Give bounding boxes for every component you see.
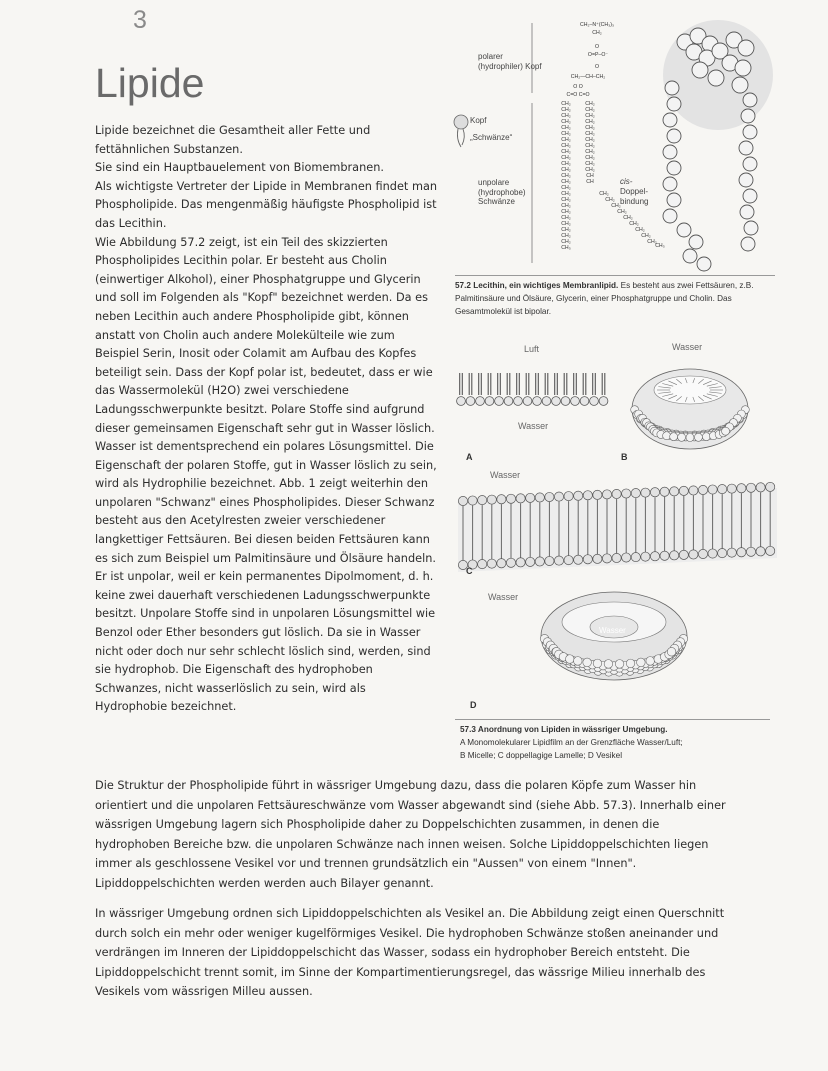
lipid-head <box>478 496 487 505</box>
chain-left <box>560 101 572 251</box>
lipid-head <box>698 485 707 494</box>
chem-ch2: CH₂ <box>561 233 571 239</box>
lipid-head <box>504 397 513 406</box>
chain-right <box>584 101 596 185</box>
chem-ch2: CH₂ <box>585 101 595 107</box>
lipid-head <box>514 397 523 406</box>
lipid-head <box>612 553 621 562</box>
chem-ch2: CH₂ <box>561 119 571 125</box>
lipid-head <box>574 555 583 564</box>
chem-ch2: CH₂ <box>617 209 627 215</box>
lipid-head <box>737 548 746 557</box>
lipid-head <box>766 546 775 555</box>
chem-ch2: CH₂ <box>561 131 571 137</box>
lipid-head <box>526 493 535 502</box>
lipid-head <box>622 489 631 498</box>
page-number: 3 <box>133 6 147 34</box>
lipid-head <box>506 558 515 567</box>
chem-ch2: CH₂ <box>561 215 571 221</box>
lipid-head <box>565 655 574 664</box>
micelle-diagram <box>628 355 753 453</box>
letter-b: B <box>621 452 628 462</box>
lipid-head <box>458 496 467 505</box>
lipid-head <box>516 494 525 503</box>
label-luft: Luft <box>524 344 540 354</box>
chem-glycerin: CH₂—CH–CH₂ <box>570 74 606 80</box>
lipid-head <box>746 483 755 492</box>
paragraph: Wie Abbildung 57.2 zeigt, ist ein Teil des skizzierten Phospholipides Lecithin polar. Er besteht aus Cholin (einwertiger Alkohol), einer Phosphatgruppe und Glycerin und soll im Folgenden als "Kopf" bezeichnet werden. Da es neben Lecithin auch andere Phospholipide gibt, können anstatt von Cholin auch andere Molekülteile wie zum Beispiel Serin, Inosit oder Colamit am Aufbau des Kopfes beteiligt sein. Dass der Kopf polar ist, bedeutet, dass er wie das Wassermolekül (H2O) zwei verschiedene Ladungsschwerpunkte besitzt. Polare Stoffe sind aufgrund dieser gemeinsamen Eigenschaft sehr gut in Wasser löslich. Wasser ist dementsprechend ein polares Lösungsmittel. Die Eigenschaft der polaren Stoffe, gut in Wasser löslich zu sein, wird als Hydrophilie bezeichnet. Abb. 1 zeigt weiterhin den unpolaren "Schwanz" eines Phospholipides. Dieser Schwanz besteht aus den Acetylresten zweier verschiedener langkettiger Fettsäuren. Bei diesen beiden Fettsäuren kann es sich zum Beispiel um Palmitinsäure und Ölsäure handeln. Er ist unpolar, weil er kein permanentes Dipolmoment, d. h. keine zwei dauerhaft verschiedenen Ladungsschwerpunkte besitzt. Unpolare Stoffe sind in unpolaren Lösungsmittel wie Benzol oder Ether besonders gut löslich. Da sie in Wasser nicht oder doch nur sehr schlecht löslich sind, werden, sind sie hydrophob. Die Eigenschaft des hydrophoben Schwanzes, nicht wasserlöslich zu sein, wird als Hydrophobie bezeichnet. <box>95 235 437 714</box>
lipid-head <box>631 488 640 497</box>
chem-carbonyl: C=O C=O <box>566 92 590 98</box>
caption-57-3 <box>460 723 775 762</box>
chem-ch2: CH₂ <box>561 221 571 227</box>
chem-ch2: CH₂ <box>561 137 571 143</box>
lipid-head <box>602 554 611 563</box>
lipid-head <box>599 397 608 406</box>
lipid-head <box>574 491 583 500</box>
chem-ch2: CH₂ <box>623 215 633 221</box>
lipid-head <box>590 397 599 406</box>
lipid-head <box>641 488 650 497</box>
paragraph: Als wichtigste Vertreter der Lipide in Membranen findet man Phospholipide. Das mengenmäßig häufigste Phospholipid ist das Lecithin. <box>95 179 438 230</box>
chem-ch2: CH₂ <box>561 155 571 161</box>
chem-ch2: CH₂ <box>585 113 595 119</box>
caption-title: 57.3 Anordnung von Lipiden in wässriger Umgebung. <box>460 725 668 734</box>
vesicle-diagram <box>538 590 690 682</box>
lipid-head <box>679 550 688 559</box>
label-kopf: Kopf <box>470 116 487 125</box>
lipid-head <box>593 554 602 563</box>
lipid-head <box>526 557 535 566</box>
lipid-head <box>561 397 570 406</box>
lipid-head <box>593 659 602 668</box>
caption-title: 57.2 Lecithin, ein wichtiges Membranlipid. <box>455 281 619 290</box>
caption-rule <box>455 275 775 276</box>
chem-ch2: CH₂ <box>629 221 639 227</box>
chem-o: O <box>594 64 600 70</box>
lipid-head <box>580 397 589 406</box>
chem-ch2: CH₂ <box>561 197 571 203</box>
lipid-head <box>535 493 544 502</box>
chem-ch2: CH₂ <box>641 233 651 239</box>
label-double: Doppel- <box>620 187 649 196</box>
lipid-head <box>667 647 676 656</box>
chem-ch2: CH₂ <box>561 101 571 107</box>
chem-ch2: CH₂ <box>611 203 621 209</box>
lipid-head <box>506 494 515 503</box>
chem-ch3: CH₃ <box>561 245 571 251</box>
lipid-head <box>637 658 646 667</box>
paragraph: Lipide bezeichnet die Gesamtheit aller Fette und fettähnlichen Substanzen. <box>95 124 371 156</box>
intro-text <box>95 122 440 717</box>
lipid-head <box>457 397 466 406</box>
caption-line: B Micelle; C doppellagige Lamelle; D Vesikel <box>460 751 623 760</box>
lipid-head <box>766 482 775 491</box>
chem-ch2: CH₂ <box>561 113 571 119</box>
lipid-head <box>702 433 710 441</box>
chem-ch2: CH₂ <box>561 191 571 197</box>
label-wasser-inner: Wasser <box>599 626 626 635</box>
lipid-head <box>593 490 602 499</box>
lipid-head <box>727 484 736 493</box>
chem-ch2: CH₂ <box>585 155 595 161</box>
monolayer-diagram <box>455 365 615 415</box>
label-cis: cis- <box>620 177 633 186</box>
chem-ester-o: O O <box>573 84 583 90</box>
lipid-head <box>678 433 686 441</box>
lipid-head <box>626 659 635 668</box>
letter-a: A <box>466 452 473 462</box>
lipid-head <box>604 660 613 669</box>
lipid-head <box>631 552 640 561</box>
lipid-head <box>746 547 755 556</box>
lipid-head <box>476 397 485 406</box>
lipid-head <box>646 657 655 666</box>
chem-ch2: CH₂ <box>635 227 645 233</box>
chem-ch: CH <box>586 173 594 179</box>
lipid-head <box>650 488 659 497</box>
paragraph: Sie sind ein Hauptbauelement von Biomembranen. <box>95 161 384 175</box>
label-wasser-b: Wasser <box>672 342 703 352</box>
chem-ch2: CH₂ <box>585 131 595 137</box>
lipid-head <box>602 490 611 499</box>
lipid-head <box>535 557 544 566</box>
lipid-head <box>694 433 702 441</box>
lipid-head <box>583 555 592 564</box>
lipid-head <box>487 559 496 568</box>
lipid-head <box>718 549 727 558</box>
chem-ch2: CH₂ <box>647 239 657 245</box>
lipid-head <box>545 556 554 565</box>
lipid-head <box>466 397 475 406</box>
lipid-head <box>554 556 563 565</box>
lipid-head <box>497 495 506 504</box>
lipid-head <box>689 550 698 559</box>
bilayer-diagram <box>455 482 777 572</box>
lipid-head <box>615 660 624 669</box>
lipid-head <box>495 397 504 406</box>
lipid-head <box>564 492 573 501</box>
chem-ch2: CH₂ <box>561 161 571 167</box>
chem-ch2: CH₂ <box>561 107 571 113</box>
lipid-head <box>660 551 669 560</box>
chem-ch2: CH₂ <box>561 149 571 155</box>
chem-ch2: CH₂ <box>585 107 595 113</box>
chem-ch2: CH₂ <box>561 239 571 245</box>
lipid-head <box>708 485 717 494</box>
chem-ch2: CH₂ <box>605 197 615 203</box>
chem-ch2: CH₂ <box>561 173 571 179</box>
label-polar-head: polarer (hydrophiler) Kopf <box>478 52 542 71</box>
chem-ch2: CH₂ <box>561 227 571 233</box>
chem-ch2: CH₂ <box>585 167 595 173</box>
lipid-head <box>650 552 659 561</box>
chem-ch2: CH₂ <box>585 137 595 143</box>
label-wasser-d: Wasser <box>488 592 519 602</box>
lipid-head <box>485 397 494 406</box>
lipid-head <box>612 489 621 498</box>
lipid-head <box>542 397 551 406</box>
label-wasser-c: Wasser <box>490 470 521 480</box>
lipid-head <box>689 486 698 495</box>
caption-line: A Monomolekularer Lipidfilm an der Grenzfläche Wasser/Luft; <box>460 738 683 747</box>
lipid-head <box>756 483 765 492</box>
structure-text <box>95 776 735 894</box>
lipid-head <box>660 487 669 496</box>
lipid-head <box>722 427 730 435</box>
letter-c: C <box>466 566 473 576</box>
lipid-head <box>564 556 573 565</box>
lipid-head <box>718 485 727 494</box>
chem-o: O <box>594 44 600 50</box>
lipid-head <box>545 492 554 501</box>
lipid-head <box>571 397 580 406</box>
lipid-head <box>737 484 746 493</box>
caption-rule <box>455 719 770 720</box>
lipid-head <box>727 548 736 557</box>
lipid-head <box>487 495 496 504</box>
vesicle-text <box>95 904 735 1002</box>
letter-d: D <box>470 700 477 710</box>
chem-ch2: CH₂ <box>561 167 571 173</box>
lipid-head <box>573 657 582 666</box>
lipid-head <box>497 559 506 568</box>
chem-ch2: CH₂ <box>585 119 595 125</box>
lipid-head <box>679 486 688 495</box>
chem-ch2: CH₂ <box>561 209 571 215</box>
chem-choline: CH₂–N⁺(CH₃)₃ <box>580 22 615 28</box>
label-wasser-a: Wasser <box>518 421 549 431</box>
lipid-head <box>468 496 477 505</box>
lipid-head <box>708 549 717 558</box>
lipid-head <box>583 491 592 500</box>
lipid-head <box>670 487 679 496</box>
lipid-head <box>533 397 542 406</box>
lipid-head <box>756 547 765 556</box>
chem-phosphate: O=P–O⁻ <box>587 52 609 58</box>
lipid-head <box>622 553 631 562</box>
chem-ch2: CH₂ <box>592 30 602 36</box>
lipid-head <box>686 434 694 442</box>
chem-ch3: CH₃ <box>655 243 665 249</box>
lipid-head <box>641 552 650 561</box>
chem-ch2: CH₂ <box>585 125 595 131</box>
lipid-head <box>523 397 532 406</box>
lipid-head <box>670 433 678 441</box>
chem-ch2: CH₂ <box>561 185 571 191</box>
chem-ch2: CH₂ <box>561 125 571 131</box>
chem-ch2: CH₂ <box>561 179 571 185</box>
caption-57-2 <box>455 279 770 318</box>
chem-ch2: CH₂ <box>585 143 595 149</box>
lipid-head <box>554 492 563 501</box>
chem-ch2: CH₂ <box>599 191 609 197</box>
chem-ch2: CH₂ <box>585 161 595 167</box>
chem-ch2: CH₂ <box>585 149 595 155</box>
page-title: Lipide <box>95 60 205 106</box>
lipid-head <box>663 432 671 440</box>
paragraph: Die Struktur der Phospholipide führt in wässriger Umgebung dazu, dass die polaren Köpfe zum Wasser hin orientiert und die unpolaren Fettsäureschwänze vom Wasser abgewandt sind (siehe Abb. 57.3). Innerhalb einer wässrigen Umgebung lagern sich Phospholipide daher zu Doppelschichten zusammen, in denen die hydrophoben Bereiche bzw. die unpolaren Schwänze nach innen weisen. Solche Lipiddoppelschichten liegen immer als geschlossene Vesikel vor und trennen grundsätzlich ein "Aussen" von einem "Innen". Lipiddoppelschichten werden werden auch Bilayer genannt. <box>95 779 726 890</box>
chem-ch: CH <box>586 179 594 185</box>
lipid-head <box>516 558 525 567</box>
paragraph: In wässriger Umgebung ordnen sich Lipiddoppelschichten als Vesikel an. Die Abbildung zeigt einen Querschnitt durch solch ein mehr oder weniger kugelförmiges Vesikel. Die hydrophoben Schwänze stoßen aneinander und verdrängen im Inneren der Lipiddoppelschicht das Wasser, sodass ein hydrophober Bereich entsteht. Die Lipiddoppelschicht trennt somit, im Sinne der Kompartimentierungsregel, das wässrige Milieu innerhalb des Vesikels vom wässrigen Milleu aussen. <box>95 907 725 999</box>
lipid-head <box>552 397 561 406</box>
chem-ch2: CH₂ <box>561 203 571 209</box>
lipid-head <box>583 658 592 667</box>
lipid-head <box>698 549 707 558</box>
label-schwaenze: „Schwänze“ <box>470 133 513 142</box>
label-bond: bindung <box>620 197 649 206</box>
caption-text: Es besteht aus zwei Fettsäuren, z.B. Palmitinsäure und Ölsäure, Glycerin, einer Phosphatgruppe und Cholin. Das Gesamtmolekül ist bipolar. <box>455 281 754 316</box>
label-unpolar-tails: unpolare (hydrophobe) Schwänze <box>478 178 526 206</box>
lipid-head <box>478 560 487 569</box>
lipid-head <box>670 551 679 560</box>
chem-ch2: CH₂ <box>561 143 571 149</box>
